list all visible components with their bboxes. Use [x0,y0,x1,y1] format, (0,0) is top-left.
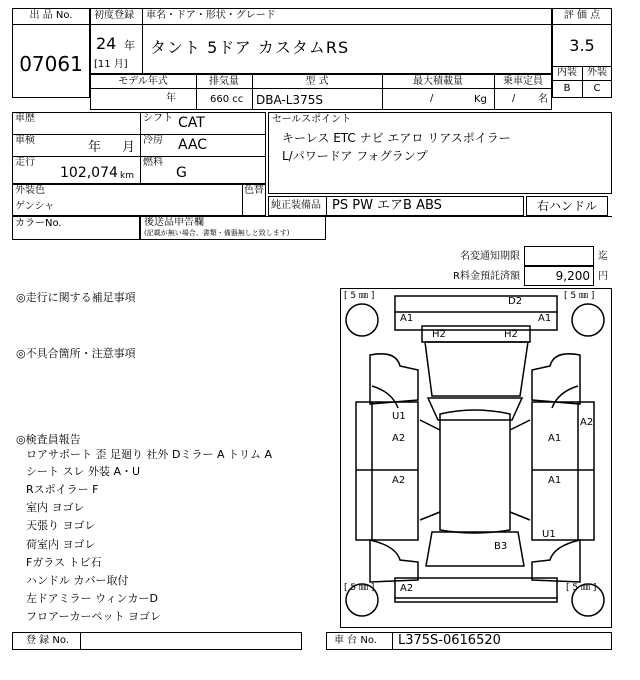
registration-month: [11 月] [94,59,128,70]
capacity-unit: 名 [538,94,548,105]
capacity-label: 乗車定員 [503,76,543,87]
capacity-separator: / [512,93,516,104]
inspector-line: 天張り ヨゴレ [26,519,96,532]
documents-note: (記載が無い場合、書類・備器無しと致します) [144,229,290,237]
equipment-value: PS PW エアB ABS [332,198,442,213]
damage-mark: A1 [548,475,562,486]
model-year-unit: 年 [166,93,176,104]
damage-mark: U1 [392,411,406,422]
damage-mark: H2 [504,329,518,340]
max-load-unit: Kg [474,94,487,105]
shift-label: シフト [143,113,173,124]
equipment-label: 純正装備品 [271,200,321,211]
inspector-report-heading: ◎検査員報告 [16,433,81,446]
fuel-label: 燃料 [143,157,163,168]
damage-mark: A2 [400,583,414,594]
inspection-year-unit: 年 [88,140,102,155]
max-load-separator: / [430,93,434,104]
damage-mark: D2 [508,296,523,307]
color-number-label: カラーNo. [15,218,62,229]
car-name: タント 5ドア カスタムRS [150,38,350,57]
inspector-line: Rスポイラー F [26,483,99,496]
mileage-value: 102,074 [60,165,118,181]
score-value: 3.5 [569,36,595,55]
inspector-line: 荷室内 ヨゴレ [26,538,96,551]
exterior-color-name: ゲンシャ [15,201,55,212]
interior-grade: B [563,83,571,94]
chassis-number-label: 車 台 No. [334,635,377,646]
damage-mark: A2 [392,475,406,486]
registration-year-unit: 年 [124,39,135,52]
recolor-label: 色替 [244,185,264,196]
exterior-label: 外装 [587,67,607,78]
ac-value: AAC [178,137,208,153]
mileage-label: 走行 [15,157,35,168]
defects-heading: ◎不具合箇所・注意事項 [16,347,136,360]
interior-label: 内装 [557,67,577,78]
damage-mark: A1 [538,313,552,324]
damage-mark: H2 [432,329,446,340]
sales-point-line1: キーレス ETC ナビ エアロ リアスポイラー [282,131,511,145]
driving-notes-heading: ◎走行に関する補足事項 [16,291,136,304]
exterior-color-label: 外装色 [15,185,45,196]
inspector-line: フロアーカーペット ヨゴレ [26,610,161,623]
lot-number: 07061 [19,52,83,76]
name-change-unit: 迄 [598,251,608,262]
first-registration-label: 初度登録 [94,10,134,21]
car-name-label: 車名・ドア・形状・グレード [146,10,276,21]
damage-mark: A1 [548,433,562,444]
lot-number-label: 出 品 No. [29,10,73,21]
inspection-month-unit: 月 [122,140,136,155]
chassis-number-value: L375S-0616520 [398,633,501,648]
max-load-label: 最大積載量 [413,76,463,87]
tire-front-left [346,304,378,336]
recycle-label: R料金預託済額 [453,271,520,282]
damage-mark: A2 [392,433,406,444]
registration-year: 24 [96,34,117,53]
damage-mark: B3 [494,541,508,552]
sales-point-line2: L/パワードア フォグランプ [282,149,428,163]
documents-label: 後送品申告欄 [144,217,204,228]
recycle-unit: 円 [598,271,608,282]
displacement: 660 cc [210,94,244,105]
inspector-line: 室内 ヨゴレ [26,501,85,514]
tire-depth-rear-left: [ 5 ㎜ ] [344,583,375,593]
tire-depth-rear-right: [ 5 ㎜ ] [566,583,597,593]
ac-label: 冷房 [143,135,163,146]
name-change-label: 名変通知期限 [460,251,520,262]
inspection-label: 車検 [15,135,35,146]
inspector-line: Fガラス トビ石 [26,556,102,569]
handle-value: 右ハンドル [536,199,597,213]
displacement-label: 排気量 [209,76,239,87]
mileage-unit: km [120,171,134,181]
model-year-label: モデル年式 [118,76,168,87]
recycle-value: 9,200 [555,269,590,283]
model-code: DBA-L375S [256,93,323,107]
inspector-line: ロアサポート 歪 足廻り 社外 Dミラー A トリム A [26,448,272,461]
inspector-line: ハンドル カバー取付 [26,574,129,587]
damage-mark: A2 [580,417,594,428]
shift-value: CAT [178,115,205,131]
damage-mark: A1 [400,313,414,324]
registration-number-label: 登 録 No. [26,635,69,646]
model-code-label: 型 式 [305,76,329,87]
inspector-line: 左ドアミラー ウィンカーD [26,592,158,605]
exterior-grade: C [593,83,601,94]
tire-front-right [572,304,604,336]
fuel-value: G [176,165,187,181]
score-label: 評 価 点 [563,10,601,21]
tire-depth-front-left: [ 5 ㎜ ] [344,291,375,301]
inspector-line: シート スレ 外装 A・U [26,465,141,478]
sales-point-label: セールスポイント [272,114,352,125]
history-label: 車歴 [15,113,35,124]
damage-mark: U1 [542,529,556,540]
tire-depth-front-right: [ 5 ㎜ ] [564,291,595,301]
